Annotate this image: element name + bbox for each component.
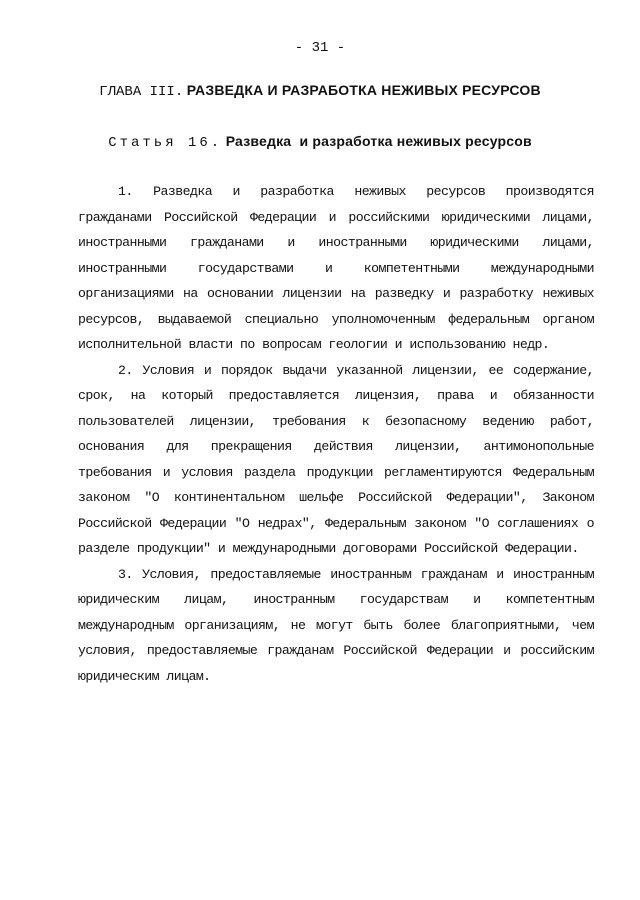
- chapter-title: РАЗВЕДКА И РАЗРАБОТКА НЕЖИВЫХ РЕСУРСОВ: [186, 82, 541, 98]
- article-prefix: Статья 16.: [108, 135, 223, 151]
- article-title: Разведка и разработка неживых ресурсов: [225, 133, 532, 149]
- paragraph-1: 1. Разведка и разработка неживых ресурсов производятся гражданами Российской Федерации и российскими юридическими лицами, иностранными гражданами и иностранными юридическими лицами, иностранными государствами и компетентными международными организациями на основании лицензии на разведку и разработку неживых ресурсов, выдаваемой специально уполномоченным федеральным органом исполнительной власти по вопросам геологии и использованию недр.: [78, 184, 594, 352]
- paragraph-3: 3. Условия, предоставляемые иностранным гражданам и иностранным юридическим лицам, иностранным государствам и компетентным международным организациям, не могут быть более благоприятными, чем условия, предоставляемые гражданам Российской Федерации и российским юридическим лицам.: [78, 566, 594, 684]
- article-heading: [0, 133, 640, 151]
- chapter-prefix: ГЛАВА III.: [99, 84, 184, 100]
- article-body: [78, 179, 594, 689]
- paragraph-2: 2. Условия и порядок выдачи указанной лицензии, ее содержание, срок, на который предоставляется лицензия, права и обязанности пользователей лицензии, требования к безопасному ведению работ, основания для прекращения действия лицензии, антимонопольные требования и условия раздела продукции регламентируются Федеральным законом "О континентальном шельфе Российской Федерации", Законом Российской Федерации "О недрах", Федеральным законом "О соглашениях о разделе продукции" и международными договорами Российской Федерации.: [78, 362, 594, 556]
- page-number: - 31 -: [294, 40, 346, 56]
- chapter-heading: [0, 82, 640, 100]
